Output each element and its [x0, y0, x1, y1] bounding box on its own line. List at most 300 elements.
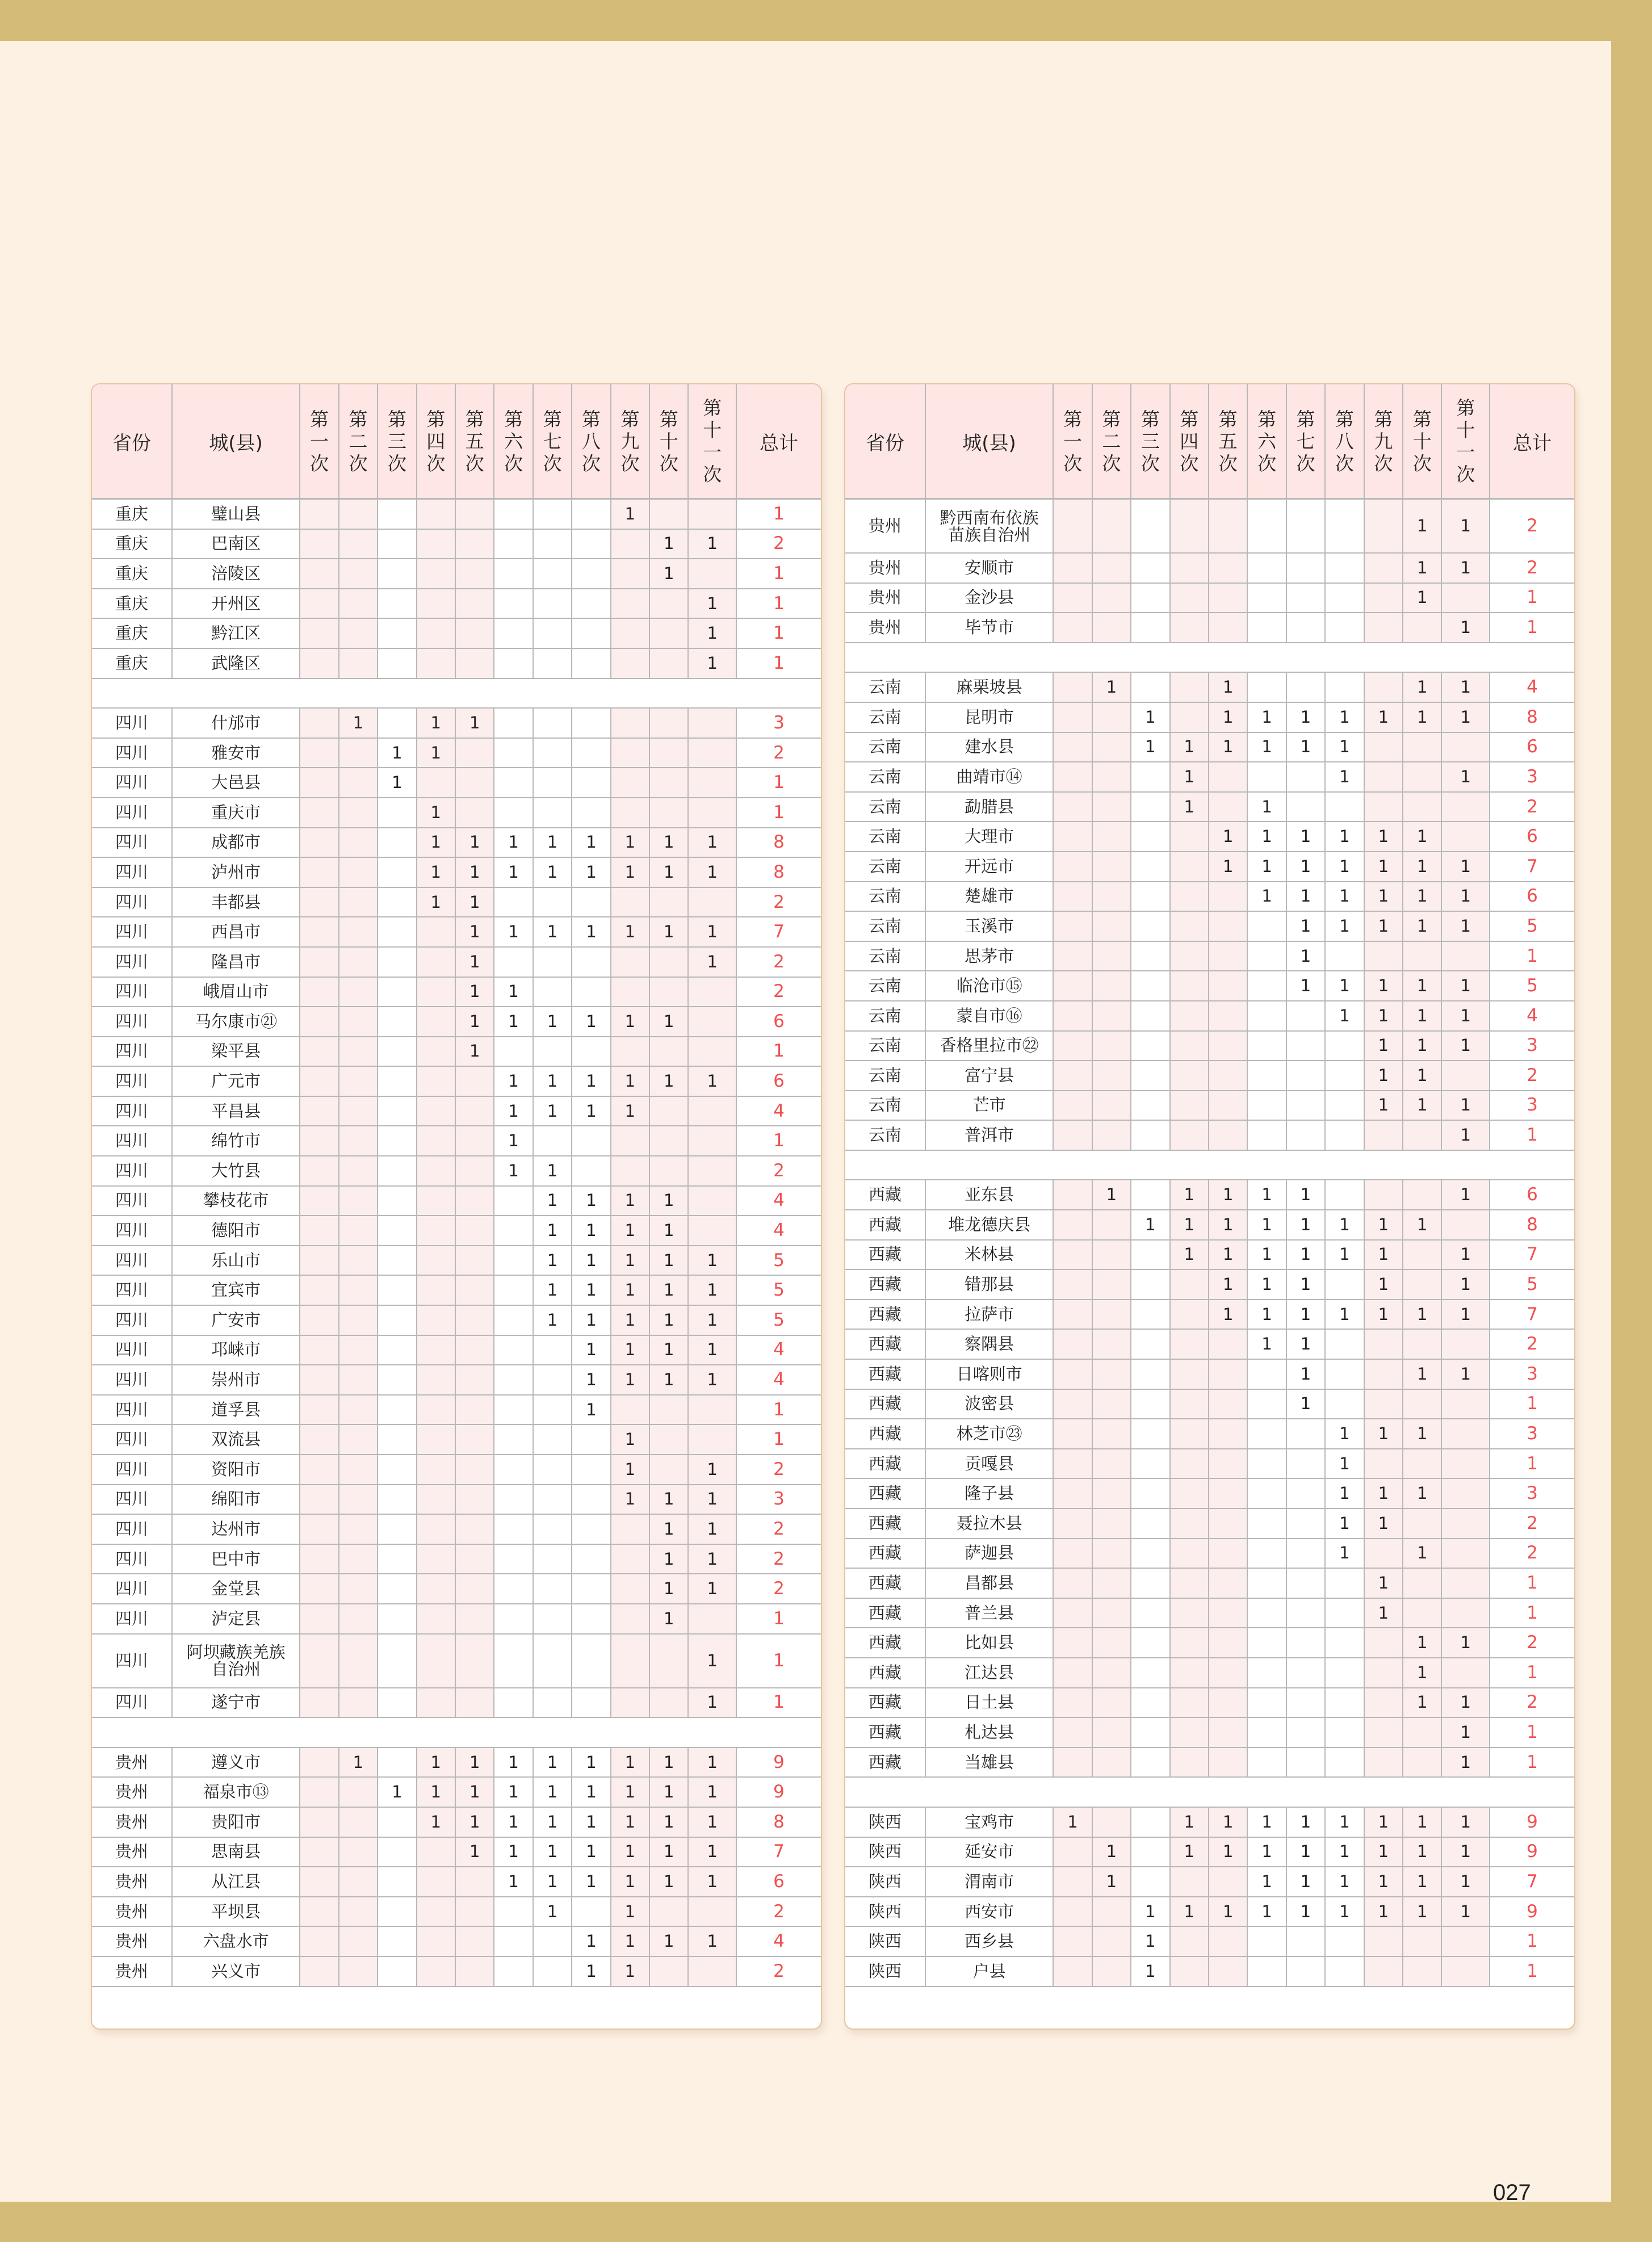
cell-round-1: [300, 768, 338, 798]
cell-round-8: 1: [572, 1807, 610, 1837]
cell-round-8: [1325, 1061, 1364, 1091]
cell-total: 1: [736, 559, 821, 589]
cell-round-8: [572, 529, 610, 559]
cell-round-4: [417, 1485, 455, 1515]
cell-round-10: [649, 1096, 688, 1126]
cell-province: 重庆: [92, 618, 172, 648]
cell-round-6: [1247, 911, 1286, 941]
cell-round-6: [1247, 762, 1286, 792]
cell-round-2: [339, 1867, 378, 1897]
cell-round-4: [1170, 852, 1209, 882]
cell-round-2: [339, 1514, 378, 1544]
cell-round-9: 1: [1364, 1269, 1403, 1300]
cell-round-3: [378, 1335, 416, 1365]
cell-round-10: [649, 1634, 688, 1688]
cell-round-4: [417, 1688, 455, 1718]
cell-round-6: [494, 1365, 533, 1395]
cell-round-10: [1403, 1389, 1441, 1419]
cell-round-7: 1: [533, 1066, 572, 1096]
cell-round-6: 1: [1247, 732, 1286, 762]
cell-round-4: [1170, 1956, 1209, 1987]
cell-round-3: [1131, 1747, 1169, 1778]
cell-round-2: [339, 1807, 378, 1837]
cell-total: 2: [736, 1956, 821, 1987]
cell-round-10: 1: [1403, 1061, 1441, 1091]
cell-round-7: 1: [1286, 1300, 1325, 1330]
cell-round-11: 1: [688, 1275, 736, 1305]
cell-province: 西藏: [845, 1628, 925, 1658]
cell-round-8: [1325, 1926, 1364, 1956]
cell-round-5: [1209, 1031, 1247, 1061]
cell-round-7: [1286, 1717, 1325, 1747]
cell-round-2: [1092, 1240, 1131, 1270]
cell-round-4: 1: [417, 1747, 455, 1778]
cell-round-8: [1325, 583, 1364, 613]
cell-round-1: [1053, 1091, 1092, 1121]
cell-city: 建水县: [925, 732, 1053, 762]
cell-round-9: 1: [1364, 1061, 1403, 1091]
cell-round-2: [1092, 941, 1131, 971]
cell-round-2: [1092, 1478, 1131, 1508]
cell-round-1: [300, 1156, 338, 1186]
cell-round-10: [1403, 732, 1441, 762]
cell-round-8: [572, 1455, 610, 1485]
cell-round-3: [1131, 1150, 1169, 1180]
cell-city: 户县: [925, 1956, 1053, 1987]
cell-round-10: 1: [1403, 852, 1441, 882]
statistics-table-left: [92, 384, 821, 1987]
cell-round-7: [533, 529, 572, 559]
cell-round-7: [533, 1926, 572, 1956]
cell-round-5: 1: [455, 947, 494, 977]
cell-round-6: [494, 559, 533, 589]
cell-province: 陕西: [845, 1897, 925, 1927]
cell-total: 7: [1490, 1867, 1574, 1897]
cell-round-1: [1053, 1897, 1092, 1927]
cell-round-9: [611, 947, 649, 977]
cell-round-5: 1: [455, 857, 494, 887]
cell-round-4: [1170, 1508, 1209, 1539]
cell-round-7: 1: [1286, 852, 1325, 882]
cell-city: 堆龙德庆县: [925, 1210, 1053, 1240]
cell-round-2: [1092, 1120, 1131, 1150]
cell-round-8: [572, 1897, 610, 1927]
header-round-label: 第 七 次: [1296, 408, 1315, 475]
cell-round-5: 1: [1209, 1210, 1247, 1240]
cell-round-2: 1: [1092, 1867, 1131, 1897]
cell-round-1: [1053, 1628, 1092, 1658]
cell-round-10: [1403, 792, 1441, 822]
table-row: [845, 1658, 1574, 1688]
table-row: [92, 1867, 821, 1897]
cell-round-4: [417, 1926, 455, 1956]
cell-province: 西藏: [845, 1240, 925, 1270]
cell-round-1: [1053, 1956, 1092, 1987]
cell-city: 广元市: [172, 1066, 300, 1096]
cell-round-5: [455, 1717, 494, 1747]
cell-round-9: 1: [611, 1275, 649, 1305]
cell-round-4: [1170, 1717, 1209, 1747]
cell-round-3: [378, 798, 416, 828]
cell-round-5: [455, 1335, 494, 1365]
cell-round-4: [1170, 553, 1209, 583]
cell-round-8: [572, 1717, 610, 1747]
cell-round-7: [533, 1395, 572, 1425]
cell-round-6: [1247, 1568, 1286, 1598]
cell-round-6: [494, 1037, 533, 1067]
cell-round-8: [1325, 1389, 1364, 1419]
cell-round-5: [1209, 1568, 1247, 1598]
cell-round-1: [300, 1837, 338, 1867]
cell-province: 重庆: [92, 559, 172, 589]
cell-round-9: 1: [611, 857, 649, 887]
cell-round-3: [1131, 1120, 1169, 1150]
cell-round-1: [1053, 1269, 1092, 1300]
cell-round-9: 1: [611, 1246, 649, 1276]
cell-round-6: [1247, 1717, 1286, 1747]
cell-city: 芒市: [925, 1091, 1053, 1121]
cell-province: 陕西: [845, 1807, 925, 1837]
cell-total: 4: [736, 1216, 821, 1246]
cell-round-9: 1: [611, 1216, 649, 1246]
cell-province: 四川: [92, 1096, 172, 1126]
cell-round-8: [572, 977, 610, 1007]
table-row: [92, 768, 821, 798]
cell-round-4: [1170, 1867, 1209, 1897]
cell-round-5: [455, 1246, 494, 1276]
cell-round-4: [1170, 1329, 1209, 1359]
cell-round-10: [1403, 613, 1441, 643]
cell-round-3: [1131, 1478, 1169, 1508]
table-row: [92, 947, 821, 977]
cell-round-4: 1: [1170, 762, 1209, 792]
cell-round-10: 1: [649, 559, 688, 589]
cell-round-9: 1: [611, 499, 649, 529]
cell-round-3: [378, 1186, 416, 1216]
cell-round-7: 1: [533, 917, 572, 947]
cell-round-9: [611, 738, 649, 768]
table-row: [845, 1539, 1574, 1569]
cell-round-4: [417, 678, 455, 709]
cell-round-2: [1092, 583, 1131, 613]
cell-total: 6: [1490, 1180, 1574, 1210]
cell-round-2: [339, 1216, 378, 1246]
cell-round-10: [649, 798, 688, 828]
cell-round-8: 1: [572, 1007, 610, 1037]
cell-round-6: [1247, 1747, 1286, 1778]
header-round-label: 第 九 次: [1374, 408, 1393, 475]
cell-round-3: [1131, 1837, 1169, 1867]
cell-round-5: 1: [455, 828, 494, 858]
cell-province: 陕西: [845, 1926, 925, 1956]
cell-round-10: [649, 768, 688, 798]
cell-round-9: 1: [1364, 1240, 1403, 1270]
cell-round-8: [572, 678, 610, 709]
cell-round-8: [1325, 1031, 1364, 1061]
cell-round-1: [1053, 613, 1092, 643]
cell-round-5: 1: [455, 887, 494, 917]
cell-round-11: [688, 1717, 736, 1747]
cell-round-5: [1209, 1777, 1247, 1807]
cell-round-2: [339, 1926, 378, 1956]
cell-round-6: [1247, 1389, 1286, 1419]
cell-round-1: [300, 1867, 338, 1897]
cell-round-6: [1247, 1150, 1286, 1180]
cell-round-3: 1: [378, 738, 416, 768]
cell-round-10: [649, 1897, 688, 1927]
cell-round-6: [1247, 643, 1286, 673]
cell-round-1: [300, 1717, 338, 1747]
table-row: [845, 852, 1574, 882]
cell-round-3: [378, 1837, 416, 1867]
cell-total: 1: [1490, 613, 1574, 643]
cell-total: [736, 1717, 821, 1747]
cell-round-3: [378, 1007, 416, 1037]
cell-round-8: 1: [572, 1246, 610, 1276]
cell-round-7: [1286, 1419, 1325, 1449]
cell-round-4: [1170, 1269, 1209, 1300]
cell-total: 1: [736, 1126, 821, 1156]
cell-round-11: 1: [1441, 1747, 1490, 1778]
cell-round-11: 1: [688, 1246, 736, 1276]
table-row: [92, 1305, 821, 1335]
cell-round-5: [455, 1216, 494, 1246]
cell-round-1: [1053, 1717, 1092, 1747]
cell-round-1: [1053, 1389, 1092, 1419]
cell-round-7: 1: [1286, 1180, 1325, 1210]
cell-round-1: [300, 1066, 338, 1096]
table-row: [92, 1807, 821, 1837]
cell-round-11: [1441, 1150, 1490, 1180]
cell-round-3: [378, 1956, 416, 1987]
cell-round-9: [1364, 1688, 1403, 1718]
cell-city: 安顺市: [925, 553, 1053, 583]
cell-round-11: [1441, 1568, 1490, 1598]
cell-province: 云南: [845, 702, 925, 732]
cell-round-9: [1364, 762, 1403, 792]
cell-round-2: [339, 499, 378, 529]
cell-round-11: 1: [688, 857, 736, 887]
cell-round-3: [1131, 1269, 1169, 1300]
cell-round-8: 1: [1325, 1419, 1364, 1449]
cell-round-5: [1209, 1001, 1247, 1031]
cell-round-11: [1441, 1389, 1490, 1419]
cell-round-7: [533, 738, 572, 768]
cell-round-3: [378, 529, 416, 559]
header-round-1: [300, 384, 338, 499]
cell-round-8: [572, 559, 610, 589]
cell-round-2: [339, 1544, 378, 1574]
cell-round-6: [1247, 672, 1286, 702]
cell-round-9: [611, 559, 649, 589]
cell-province: 重庆: [92, 589, 172, 619]
cell-total: 8: [1490, 1210, 1574, 1240]
cell-round-4: [1170, 1150, 1209, 1180]
cell-round-11: [1441, 1539, 1490, 1569]
cell-round-8: [1325, 941, 1364, 971]
cell-round-8: 1: [1325, 1210, 1364, 1240]
cell-round-6: 1: [1247, 1210, 1286, 1240]
cell-round-2: [339, 1305, 378, 1335]
cell-round-4: [417, 977, 455, 1007]
cell-city: 勐腊县: [925, 792, 1053, 822]
cell-round-1: [300, 589, 338, 619]
cell-round-6: [1247, 1091, 1286, 1121]
cell-round-11: 1: [1441, 613, 1490, 643]
cell-round-4: 1: [1170, 1210, 1209, 1240]
cell-round-4: [1170, 1926, 1209, 1956]
table-row: [845, 1120, 1574, 1150]
header-round-1: [1053, 384, 1092, 499]
cell-round-2: [339, 1246, 378, 1276]
cell-round-6: 1: [1247, 1867, 1286, 1897]
header-round-8: [572, 384, 610, 499]
cell-round-6: [494, 798, 533, 828]
cell-round-11: 1: [688, 1455, 736, 1485]
table-row: [845, 1001, 1574, 1031]
table-row: [845, 1269, 1574, 1300]
cell-total: [1490, 1777, 1574, 1807]
cell-round-4: [1170, 583, 1209, 613]
cell-round-5: [455, 499, 494, 529]
cell-round-2: [339, 1837, 378, 1867]
cell-round-1: [1053, 1210, 1092, 1240]
table-row: [845, 553, 1574, 583]
cell-round-8: 1: [572, 1275, 610, 1305]
cell-round-2: [1092, 643, 1131, 673]
cell-round-4: [417, 589, 455, 619]
cell-total: 1: [1490, 1747, 1574, 1778]
cell-round-11: [688, 559, 736, 589]
cell-round-9: 1: [1364, 1300, 1403, 1330]
header-round-label: 第 三 次: [387, 408, 406, 475]
cell-city: 梁平县: [172, 1037, 300, 1067]
table-row: [92, 1455, 821, 1485]
cell-round-5: [1209, 1717, 1247, 1747]
cell-city: 绵阳市: [172, 1485, 300, 1515]
cell-round-4: [1170, 1061, 1209, 1091]
cell-round-6: [494, 1897, 533, 1927]
cell-total: 8: [736, 828, 821, 858]
cell-round-1: [1053, 822, 1092, 852]
cell-round-2: [1092, 1269, 1131, 1300]
cell-round-4: [417, 618, 455, 648]
cell-round-6: 1: [1247, 792, 1286, 822]
table-row: [92, 1634, 821, 1688]
cell-total: 1: [736, 618, 821, 648]
cell-round-11: 1: [688, 1807, 736, 1837]
cell-round-5: 1: [455, 917, 494, 947]
cell-total: 8: [736, 857, 821, 887]
cell-city: 涪陵区: [172, 559, 300, 589]
cell-province: 云南: [845, 732, 925, 762]
cell-round-6: [1247, 1956, 1286, 1987]
table-right: [844, 383, 1575, 2030]
cell-round-10: 1: [1403, 1359, 1441, 1389]
cell-round-3: [378, 947, 416, 977]
cell-round-6: 1: [1247, 822, 1286, 852]
cell-city: 西昌市: [172, 917, 300, 947]
cell-round-6: 1: [494, 917, 533, 947]
table-row: [92, 738, 821, 768]
cell-city: 错那县: [925, 1269, 1053, 1300]
cell-round-9: [1364, 1628, 1403, 1658]
cell-round-7: [1286, 499, 1325, 554]
cell-city: 重庆市: [172, 798, 300, 828]
cell-round-4: [417, 529, 455, 559]
cell-round-5: 1: [1209, 1269, 1247, 1300]
cell-round-4: [417, 1066, 455, 1096]
cell-round-6: [494, 1634, 533, 1688]
cell-round-9: [1364, 792, 1403, 822]
cell-round-11: 1: [688, 1688, 736, 1718]
cell-round-4: [1170, 1001, 1209, 1031]
cell-round-5: [455, 1604, 494, 1634]
cell-round-7: 1: [533, 1186, 572, 1216]
cell-round-2: [339, 1066, 378, 1096]
cell-round-9: 1: [611, 1305, 649, 1335]
cell-round-2: [339, 1007, 378, 1037]
cell-total: 7: [1490, 1240, 1574, 1270]
cell-round-11: [688, 1037, 736, 1067]
cell-round-10: [649, 1037, 688, 1067]
cell-round-9: 1: [611, 917, 649, 947]
cell-round-2: [1092, 553, 1131, 583]
cell-round-10: [649, 1717, 688, 1747]
cell-round-10: 1: [649, 529, 688, 559]
cell-city: 隆昌市: [172, 947, 300, 977]
table-row: [92, 1688, 821, 1718]
cell-province: 四川: [92, 1365, 172, 1395]
cell-round-1: [300, 828, 338, 858]
cell-round-2: [1092, 732, 1131, 762]
cell-round-5: 1: [455, 1837, 494, 1867]
cell-round-3: [378, 1544, 416, 1574]
cell-round-8: 1: [572, 1335, 610, 1365]
cell-round-11: [688, 1126, 736, 1156]
cell-round-2: [1092, 613, 1131, 643]
cell-round-3: [378, 1867, 416, 1897]
cell-round-6: [494, 1455, 533, 1485]
cell-total: 6: [736, 1007, 821, 1037]
header-round-3: [378, 384, 416, 499]
cell-round-6: [1247, 1359, 1286, 1389]
cell-round-11: [1441, 643, 1490, 673]
cell-round-7: [533, 1126, 572, 1156]
cell-round-2: [339, 1096, 378, 1126]
cell-round-7: 1: [1286, 702, 1325, 732]
cell-round-3: [378, 499, 416, 529]
cell-round-10: [1403, 1150, 1441, 1180]
cell-total: 3: [736, 1485, 821, 1515]
cell-round-6: [494, 768, 533, 798]
cell-round-10: 1: [1403, 1658, 1441, 1688]
cell-round-5: [1209, 1747, 1247, 1778]
cell-round-11: [1441, 1061, 1490, 1091]
table-row: [845, 1688, 1574, 1718]
cell-province: 云南: [845, 882, 925, 912]
cell-round-5: [455, 1926, 494, 1956]
cell-round-4: [417, 1335, 455, 1365]
table-row: [845, 1329, 1574, 1359]
table-row: [92, 1156, 821, 1186]
cell-city: 广安市: [172, 1305, 300, 1335]
cell-round-9: [611, 1156, 649, 1186]
cell-round-9: [1364, 1777, 1403, 1807]
cell-round-10: 1: [1403, 1419, 1441, 1449]
separator-row: [845, 643, 1574, 673]
table-row: [845, 1747, 1574, 1778]
